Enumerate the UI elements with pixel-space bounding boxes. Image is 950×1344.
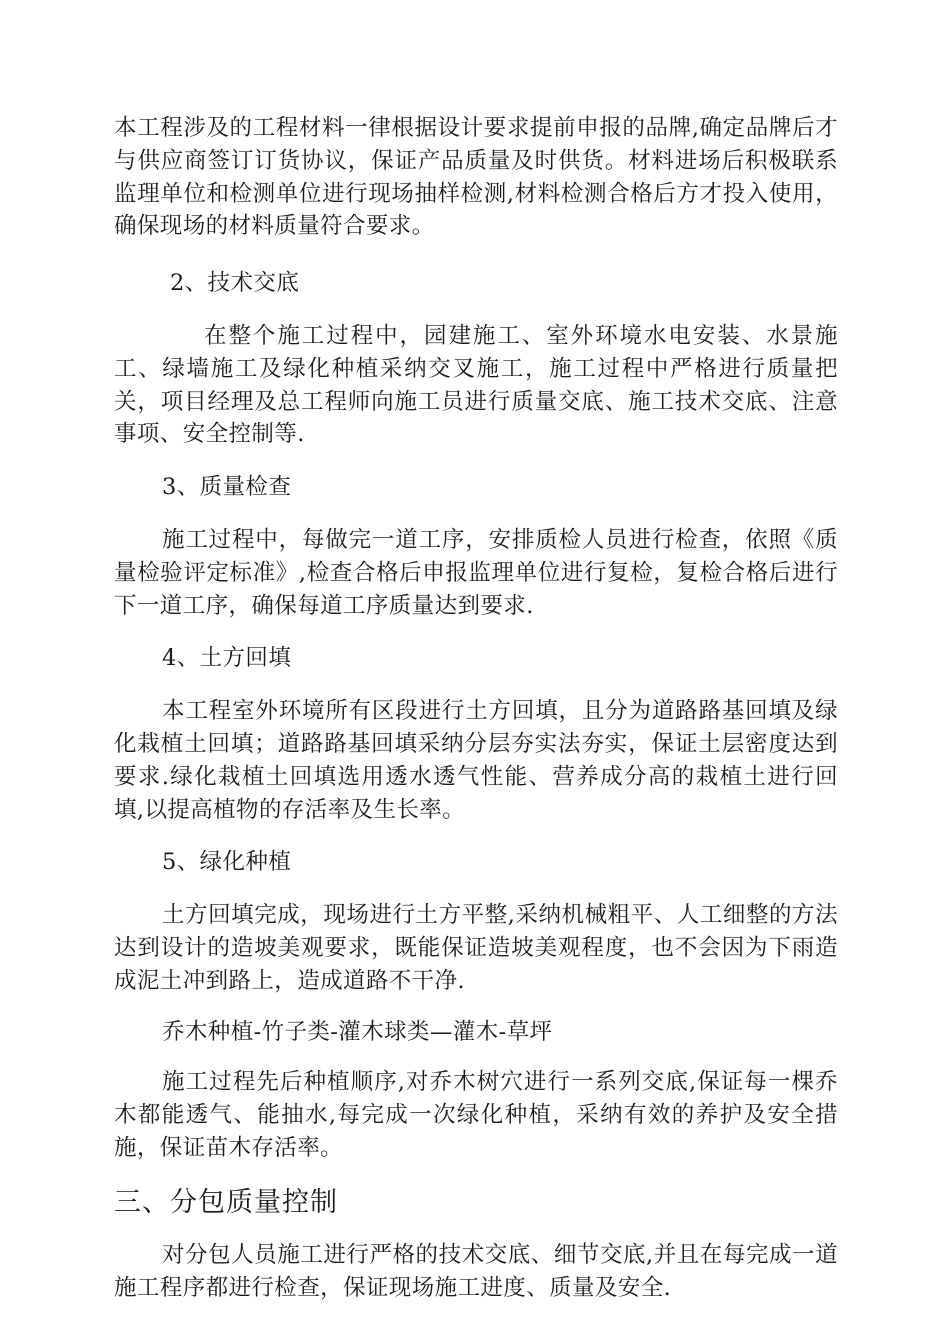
paragraph-technical-disclosure: 在整个施工过程中，园建施工、室外环境水电安装、水景施工、绿墙施工及绿化种植采纳交叉施工，施工过程中严格进行质量把关，项目经理及总工程师向施工员进行质量交底、施工技术交底、注意事项、安全控制等.	[114, 322, 838, 448]
paragraph-earth-backfill: 本工程室外环境所有区段进行土方回填，且分为道路路基回填及绿化栽植土回填；道路路基回填采纳分层夯实法夯实，保证土层密度达到要求.绿化栽植土回填选用透水透气性能、营养成分高的栽植土进行回填,以提高植物的存活率及生长率。	[114, 698, 838, 823]
paragraph-planting-order: 乔木种植-竹子类-灌木球类—灌木-草坪	[162, 1018, 553, 1045]
document-body	[114, 112, 838, 1304]
section-heading-subcontract-quality: 三、分包质量控制	[114, 1186, 338, 1218]
paragraph-planting-process: 施工过程先后种植顺序,对乔木树穴进行一系列交底,保证每一棵乔木都能透气、能抽水,每完成一次绿化种植，采纳有效的养护及安全措施，保证苗木存活率。	[114, 1069, 838, 1161]
paragraph-subcontract-quality: 对分包人员施工进行严格的技术交底、细节交底,并且在每完成一道施工程序都进行检查，保证现场施工进度、质量及安全.	[114, 1241, 838, 1301]
heading-earth-backfill: 4、土方回填	[162, 645, 292, 672]
heading-quality-inspection: 3、质量检查	[162, 474, 292, 501]
paragraph-greening-planting: 土方回填完成，现场进行土方平整,采纳机械粗平、人工细整的方法达到设计的造坡美观要求，既能保证造坡美观程度，也不会因为下雨造成泥土冲到路上，造成道路不干净.	[114, 902, 838, 994]
heading-technical-disclosure: 2、技术交底	[170, 270, 300, 297]
paragraph-materials: 本工程涉及的工程材料一律根据设计要求提前申报的品牌,确定品牌后才与供应商签订订货协议，保证产品质量及时供货。材料进场后积极联系监理单位和检测单位进行现场抽样检测,材料检测合格后方才投入使用，确保现场的材料质量符合要求。	[114, 115, 838, 240]
paragraph-quality-inspection: 施工过程中，每做完一道工序，安排质检人员进行检查，依照《质量检验评定标准》,检查合格后申报监理单位进行复检，复检合格后进行下一道工序，确保每道工序质量达到要求.	[114, 526, 838, 619]
heading-greening-planting: 5、绿化种植	[162, 849, 292, 876]
